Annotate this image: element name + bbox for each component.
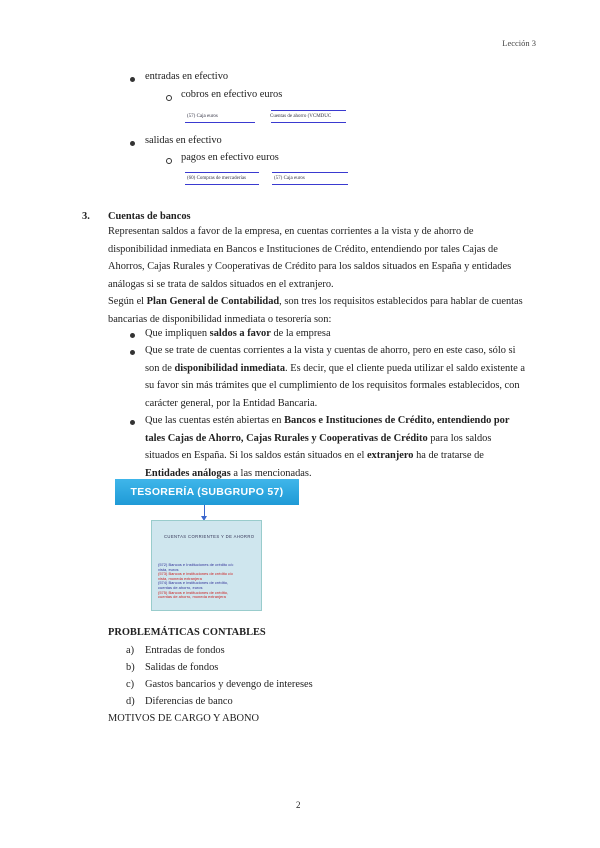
circle-bullet-icon — [166, 95, 172, 101]
t-account-line — [185, 172, 259, 173]
bullet-icon — [130, 420, 135, 425]
problem-item: c) Gastos bancarios y devengo de intereses — [126, 679, 313, 690]
account-entry: cuentas de ahorro, moneda extranjera — [158, 594, 226, 600]
account-entry: vista, moneda extranjera — [158, 575, 202, 581]
intro-line: análogas si se trata de saldos situados en el extranjero. — [108, 278, 334, 290]
motives-heading: MOTIVOS DE CARGO Y ABONO — [108, 713, 260, 724]
intro-line: disponibilidad inmediata en Bancos e Instituciones de Crédito, entendiendo por tales Cajas de — [108, 243, 498, 255]
inflows-sub-label: cobros en efectivo euros — [181, 89, 283, 100]
bullet-icon — [130, 141, 135, 146]
account-entry: (575) Bancos e instituciones de crédito, — [158, 589, 229, 595]
account-entry: cuentas de ahorro, euros — [158, 585, 203, 590]
requirement-3: Que las cuentas estén abiertas en Bancos e Instituciones de Crédito, entendiendo por tales Cajas de Ahorro, Cajas Rurales y Cooperativas de Crédito para los saldos situados en España. Si los saldos están situados en el extranjero ha de tratarse de Entidades análogas a las mencionadas. — [145, 415, 510, 479]
pgc-bold: Plan General de Contabilidad — [146, 296, 280, 308]
problem-item: a) Entradas de fondos — [126, 645, 225, 656]
intro-line: Ahorros, Cajas Rurales y Cooperativas de Crédito para los saldos situados en España y entidades — [108, 261, 512, 273]
page-number: 2 — [296, 800, 301, 810]
t-account-line — [272, 184, 348, 185]
outflows-label: salidas en efectivo — [145, 135, 222, 146]
lesson-header: Lección 3 — [502, 38, 536, 48]
bullet-icon — [130, 350, 135, 355]
account-entry: vista, euros — [158, 566, 179, 572]
outflows-sub-label: pagos en efectivo euros — [181, 152, 279, 163]
problem-item: b) Salidas de fondos — [126, 662, 219, 673]
outflow-debit-account: (60) Compras de mercaderías — [187, 176, 247, 181]
bullet-icon — [130, 333, 135, 338]
problem-item: d) Diferencias de banco — [126, 696, 233, 707]
requirement-1: Que impliquen saldos a favor de la empresa — [145, 328, 331, 339]
bullet-icon — [130, 77, 135, 82]
t-account-line — [271, 110, 346, 111]
problems-title: PROBLEMÁTICAS CONTABLES — [108, 627, 266, 638]
t-account-line — [185, 184, 259, 185]
t-account-line — [185, 122, 255, 123]
circle-bullet-icon — [166, 158, 172, 164]
account-entry: (573) Bancos e instituciones de crédito c/c — [158, 571, 234, 577]
accounts-box — [151, 520, 262, 611]
accounts-box-title: CUENTAS CORRIENTES Y DE AHORRO — [164, 534, 255, 539]
intro-line: Representan saldos a favor de la empresa, en cuentas corrientes a la vista y de ahorro de — [108, 226, 474, 237]
section-title: Cuentas de bancos — [108, 211, 191, 222]
requirement-2: Que se trate de cuentas corrientes a la vista y cuentas de ahorro, pero en este caso, sólo si son de disponibilidad inmediata. Es decir, que el cliente pueda utilizar el saldo existente a su favor sin más trámites que el cumplimiento de los requisitos formales establecidos, con carácter general, por la Entidad Bancaria. — [145, 345, 525, 409]
outflow-credit-account: (57) Caja euros — [274, 176, 305, 181]
account-entry: (572) Bancos e Instituciones de crédito c/c — [158, 562, 234, 567]
inflow-credit-account: Cuentas de ahorro (VCMDUC — [270, 114, 332, 119]
pgc-line: Según el Plan General de Contabilidad, son tres los requisitos establecidos para hablar de cuentas — [108, 296, 523, 308]
section-intro — [108, 223, 530, 329]
t-account-line — [272, 172, 348, 173]
t-account-line — [271, 122, 346, 123]
inflow-debit-account: (57) Caja euros — [187, 114, 218, 119]
account-entry: (574) Bancos e instituciones de crédito, — [158, 580, 229, 586]
section-number: 3. — [82, 211, 90, 222]
inflows-label: entradas en efectivo — [145, 71, 229, 82]
treasury-diagram-header: TESORERÍA (SUBGRUPO 57) — [115, 479, 299, 505]
pgc-line: bancarias de disponibilidad inmediata o tesorería son: — [108, 313, 332, 325]
